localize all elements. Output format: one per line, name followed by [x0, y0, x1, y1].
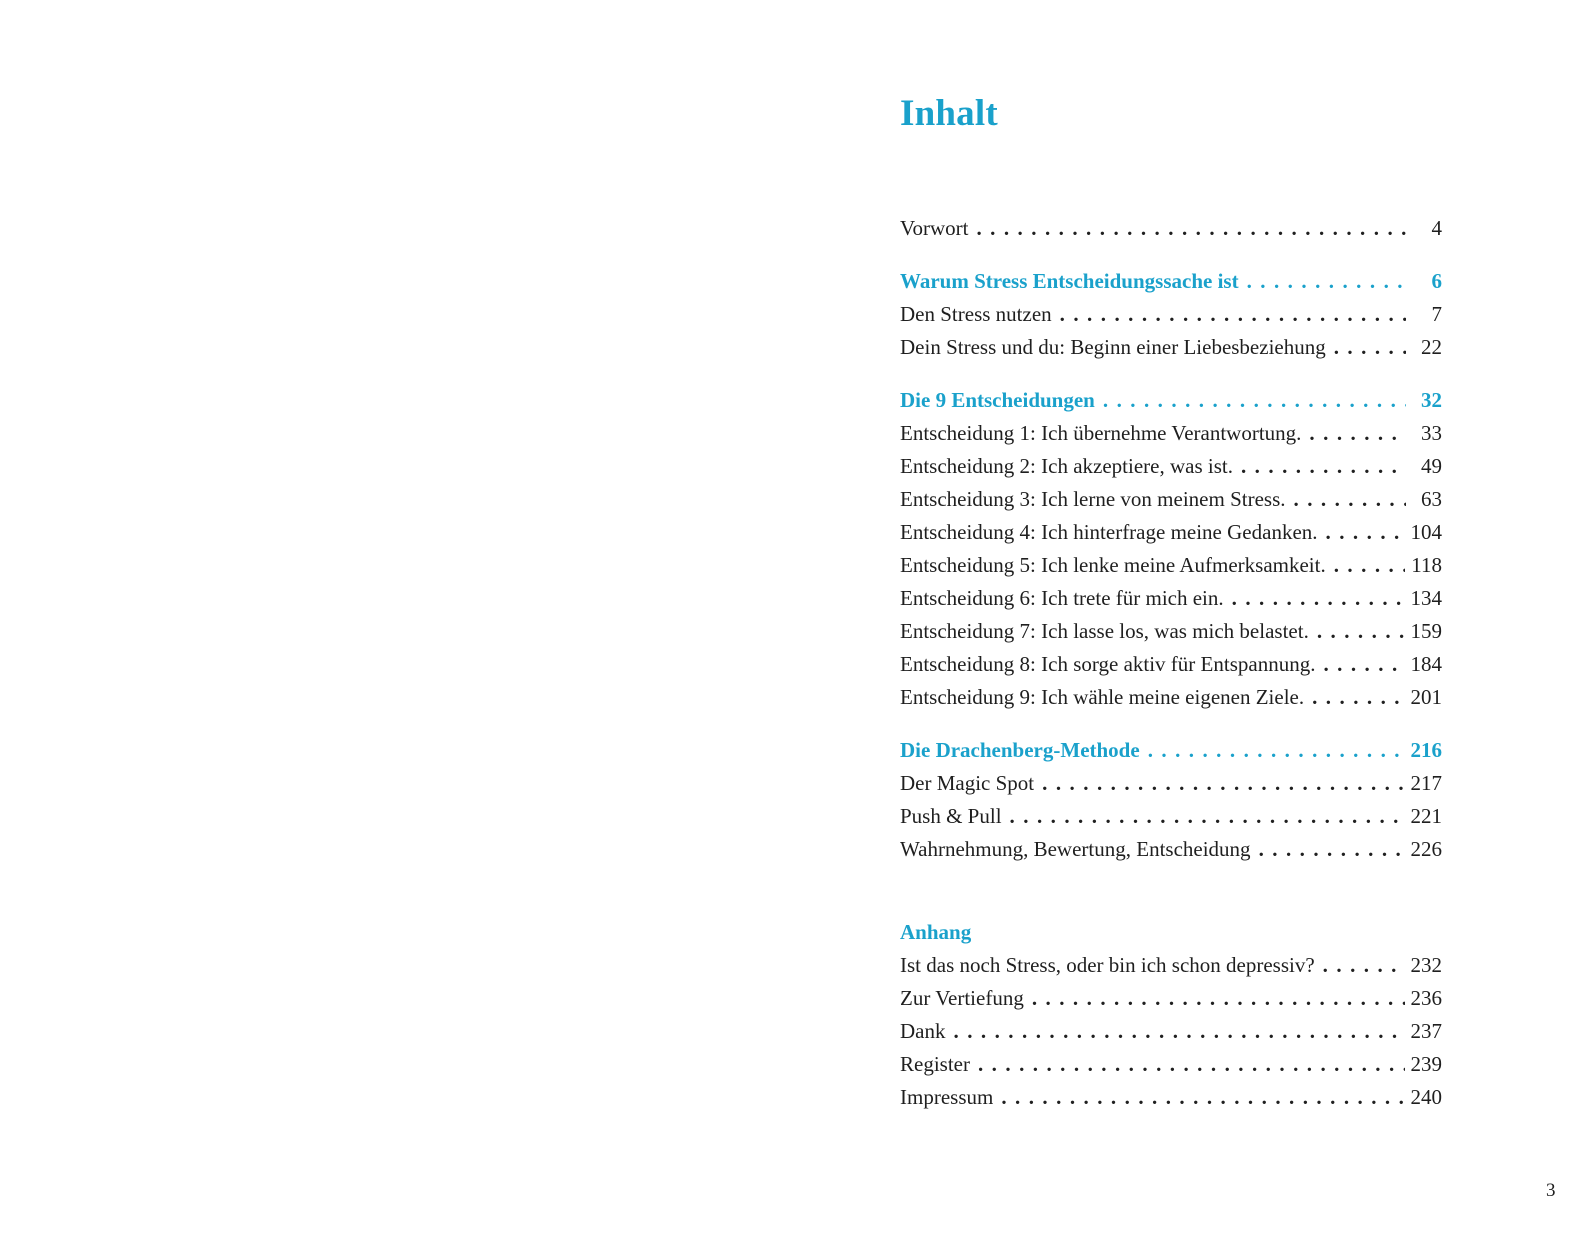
toc-entry-page: 63 [1421, 487, 1442, 511]
toc-entry[interactable] [900, 216, 1442, 249]
dot-leader [1103, 388, 1406, 413]
dot-leader [976, 216, 1406, 241]
toc-entry[interactable] [900, 771, 1442, 804]
toc-entry-label: Wahrnehmung, Bewertung, Entscheidung [900, 837, 1251, 861]
toc-entry[interactable] [900, 553, 1442, 586]
dot-leader [954, 1019, 1405, 1044]
toc-entry-label: Der Magic Spot [900, 771, 1035, 795]
toc-entry-label: Register [900, 1052, 970, 1076]
table-of-contents [900, 216, 1442, 1138]
toc-entry-label: Entscheidung 9: Ich wähle meine eigenen Ziele. [900, 685, 1305, 709]
dot-leader [1312, 685, 1404, 710]
toc-entry-label: Push & Pull [900, 804, 1002, 828]
toc-heading-label: Warum Stress Entscheidungssache ist [900, 269, 1239, 293]
toc-entry-page: 217 [1410, 771, 1442, 795]
dot-leader [1241, 454, 1406, 479]
toc-entry-page: 104 [1410, 520, 1442, 544]
toc-entry-page: 232 [1410, 953, 1442, 977]
page-title: Inhalt [900, 93, 998, 134]
toc-entry-label: Den Stress nutzen [900, 302, 1052, 326]
dot-leader [1334, 335, 1406, 360]
toc-entry[interactable] [900, 1019, 1442, 1052]
dot-leader [1323, 652, 1404, 677]
toc-entry[interactable] [900, 1052, 1442, 1085]
toc-entry-label: Entscheidung 4: Ich hinterfrage meine Gedanken. [900, 520, 1318, 544]
toc-entry-label: Ist das noch Stress, oder bin ich schon depressiv? [900, 953, 1315, 977]
toc-entry-label: Entscheidung 2: Ich akzeptiere, was ist. [900, 454, 1233, 478]
dot-leader [1309, 421, 1406, 446]
appendix-heading[interactable]: Anhang [900, 920, 972, 944]
toc-entry-page: 33 [1421, 421, 1442, 445]
toc-entry[interactable] [900, 837, 1442, 870]
dot-leader [978, 1052, 1405, 1077]
toc-entry-label: Dein Stress und du: Beginn einer Liebesbeziehung [900, 335, 1326, 359]
toc-entry[interactable] [900, 619, 1442, 652]
toc-entry-page: 118 [1411, 553, 1442, 577]
toc-heading-page: 216 [1410, 738, 1442, 762]
toc-section-warum-stress [900, 269, 1442, 368]
toc-entry[interactable] [900, 454, 1442, 487]
toc-entry-label: Zur Vertiefung [900, 986, 1024, 1010]
toc-heading-label: Die Drachenberg-Methode [900, 738, 1140, 762]
toc-entry-label: Entscheidung 7: Ich lasse los, was mich belastet. [900, 619, 1309, 643]
toc-entry[interactable] [900, 302, 1442, 335]
page-number: 3 [1546, 1180, 1556, 1201]
dot-leader [1032, 986, 1405, 1011]
toc-entry[interactable] [900, 953, 1442, 986]
toc-section-heading[interactable] [900, 269, 1442, 302]
toc-entry[interactable] [900, 685, 1442, 718]
toc-entry-label: Entscheidung 8: Ich sorge aktiv für Entspannung. [900, 652, 1316, 676]
toc-entry-label: Impressum [900, 1085, 994, 1109]
toc-entry-page: 184 [1410, 652, 1442, 676]
toc-entry-page: 239 [1410, 1052, 1442, 1076]
toc-entry[interactable] [900, 1085, 1442, 1118]
dot-leader [1326, 520, 1405, 545]
dot-leader [1148, 738, 1405, 763]
toc-heading-page: 32 [1421, 388, 1442, 412]
toc-entry-page: 226 [1410, 837, 1442, 861]
toc-entry-page: 7 [1431, 302, 1442, 326]
toc-entry-page: 134 [1410, 586, 1442, 610]
dot-leader [1232, 586, 1405, 611]
toc-entry[interactable] [900, 652, 1442, 685]
toc-entry[interactable] [900, 335, 1442, 368]
toc-section-heading[interactable] [900, 738, 1442, 771]
toc-entry-label: Vorwort [900, 216, 969, 240]
toc-entry-label: Entscheidung 5: Ich lenke meine Aufmerksamkeit. [900, 553, 1326, 577]
dot-leader [1010, 804, 1405, 829]
toc-entry-label: Entscheidung 3: Ich lerne von meinem Stress. [900, 487, 1286, 511]
toc-entry[interactable] [900, 520, 1442, 553]
toc-entry-page: 237 [1410, 1019, 1442, 1043]
toc-section-drachenberg-methode [900, 738, 1442, 870]
toc-entry-page: 22 [1421, 335, 1442, 359]
toc-entry-page: 4 [1431, 216, 1442, 240]
toc-entry-label: Dank [900, 1019, 946, 1043]
toc-entry-page: 49 [1421, 454, 1442, 478]
toc-heading-label: Die 9 Entscheidungen [900, 388, 1095, 412]
toc-entry[interactable] [900, 487, 1442, 520]
dot-leader [1334, 553, 1406, 578]
dot-leader [1001, 1085, 1404, 1110]
dot-leader [1247, 269, 1406, 294]
toc-entry-label: Entscheidung 1: Ich übernehme Verantwortung. [900, 421, 1302, 445]
toc-entry[interactable] [900, 986, 1442, 1019]
toc-section-vorwort [900, 216, 1442, 249]
toc-section-anhang [900, 920, 1442, 1118]
dot-leader [1294, 487, 1407, 512]
toc-entry-page: 159 [1410, 619, 1442, 643]
toc-entry[interactable] [900, 421, 1442, 454]
dot-leader [1317, 619, 1405, 644]
toc-entry-page: 221 [1410, 804, 1442, 828]
toc-entry[interactable] [900, 586, 1442, 619]
dot-leader [1259, 837, 1405, 862]
toc-heading-page: 6 [1431, 269, 1442, 293]
toc-entry[interactable] [900, 804, 1442, 837]
toc-section-9-entscheidungen [900, 388, 1442, 718]
toc-section-heading[interactable] [900, 388, 1442, 421]
dot-leader [1060, 302, 1406, 327]
toc-entry-page: 201 [1410, 685, 1442, 709]
toc-entry-page: 236 [1410, 986, 1442, 1010]
dot-leader [1323, 953, 1405, 978]
toc-entry-page: 240 [1410, 1085, 1442, 1109]
dot-leader [1042, 771, 1404, 796]
toc-entry-label: Entscheidung 6: Ich trete für mich ein. [900, 586, 1224, 610]
